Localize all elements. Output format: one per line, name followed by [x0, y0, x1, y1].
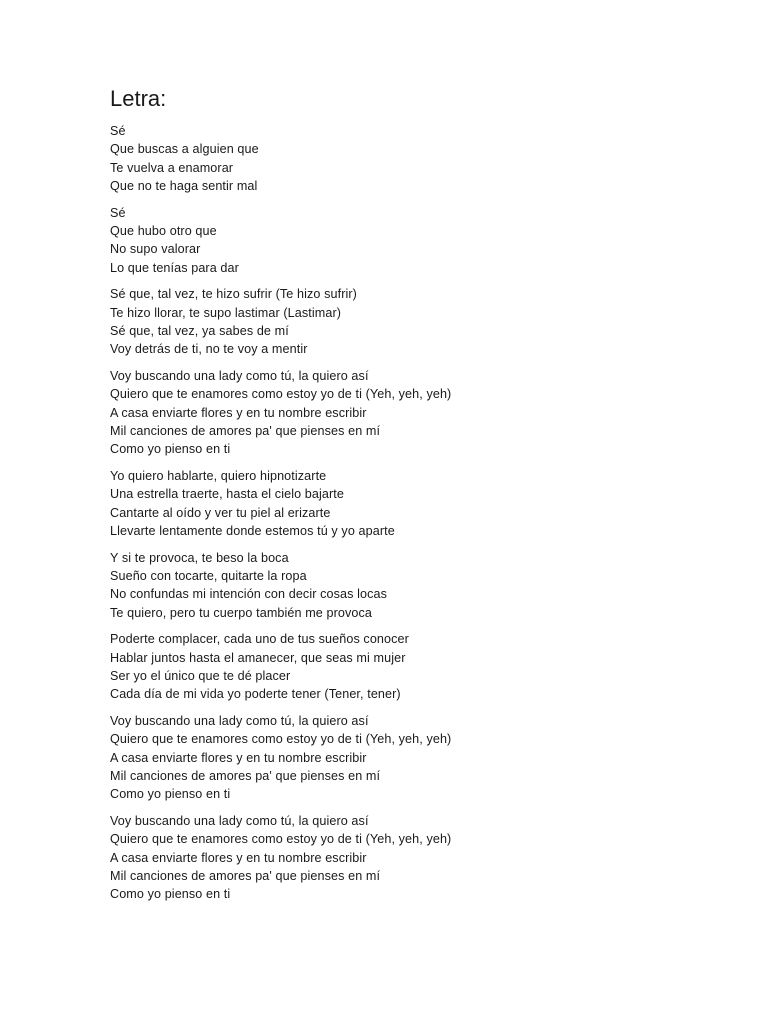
lyrics-heading: Letra: [110, 86, 167, 111]
lyrics-line: Voy buscando una lady como tú, la quiero así [110, 714, 369, 729]
lyrics-stanza [110, 467, 730, 540]
lyrics-stanza [110, 549, 730, 622]
lyrics-line: Que buscas a alguien que [110, 142, 259, 157]
lyrics-line: Cantarte al oído y ver tu piel al erizarte [110, 505, 331, 520]
lyrics-line: Sé [110, 124, 126, 138]
lyrics-line: Ser yo el único que te dé placer [110, 669, 291, 684]
lyrics-line: Cada día de mi vida yo poderte tener (Tener, tener) [110, 687, 401, 702]
lyrics-stanza [110, 204, 730, 277]
lyrics-line: Te hizo llorar, te supo lastimar (Lastimar) [110, 305, 342, 320]
lyrics-line: Mil canciones de amores pa' que pienses en mí [110, 769, 381, 783]
lyrics-stanza [110, 630, 730, 703]
lyrics-line: Que hubo otro que [110, 223, 217, 238]
document-page [110, 86, 730, 912]
lyrics-body [110, 122, 730, 904]
lyrics-line: Lo que tenías para dar [110, 260, 239, 275]
lyrics-stanza [110, 712, 730, 803]
lyrics-line: A casa enviarte flores y en tu nombre escribir [110, 405, 367, 420]
lyrics-stanza [110, 367, 730, 458]
lyrics-line: Poderte complacer, cada uno de tus sueños conocer [110, 632, 409, 647]
lyrics-line: Mil canciones de amores pa' que pienses en mí [110, 423, 381, 438]
lyrics-line: Sé [110, 205, 126, 220]
lyrics-line: Te quiero, pero tu cuerpo también me provoca [110, 605, 373, 620]
lyrics-line: A casa enviarte flores y en tu nombre escribir [110, 750, 367, 765]
lyrics-line: Que no te haga sentir mal [110, 178, 258, 193]
lyrics-stanza [110, 285, 730, 358]
lyrics-line: Voy buscando una lady como tú, la quiero así [110, 814, 369, 829]
lyrics-line: No confundas mi intención con decir cosas locas [110, 587, 388, 602]
lyrics-line: Llevarte lentamente donde estemos tú y yo aparte [110, 523, 395, 538]
lyrics-stanza [110, 812, 730, 903]
lyrics-line: Y si te provoca, te beso la boca [110, 550, 289, 565]
lyrics-line: Sé que, tal vez, te hizo sufrir (Te hizo sufrir) [110, 287, 357, 302]
lyrics-line: No supo valorar [110, 242, 201, 257]
lyrics-line: Sé que, tal vez, ya sabes de mí [110, 323, 289, 338]
lyrics-line: Te vuelva a enamorar [110, 160, 234, 175]
lyrics-line: Una estrella traerte, hasta el cielo bajarte [110, 487, 345, 502]
lyrics-line: Sueño con tocarte, quitarte la ropa [110, 569, 307, 584]
lyrics-line: Hablar juntos hasta el amanecer, que seas mi mujer [110, 650, 406, 665]
lyrics-line: Yo quiero hablarte, quiero hipnotizarte [110, 469, 327, 484]
lyrics-line: Mil canciones de amores pa' que pienses en mí [110, 868, 381, 883]
lyrics-line: Como yo pienso en ti [110, 442, 231, 457]
lyrics-line: Voy detrás de ti, no te voy a mentir [110, 342, 308, 357]
lyrics-stanza [110, 122, 730, 195]
lyrics-line: Quiero que te enamores como estoy yo de ti (Yeh, yeh, yeh) [110, 832, 452, 847]
lyrics-line: Quiero que te enamores como estoy yo de ti (Yeh, yeh, yeh) [110, 732, 452, 747]
lyrics-line: Como yo pienso en ti [110, 887, 231, 902]
lyrics-line: Voy buscando una lady como tú, la quiero así [110, 369, 369, 384]
lyrics-line: A casa enviarte flores y en tu nombre escribir [110, 850, 367, 865]
lyrics-line: Como yo pienso en ti [110, 787, 231, 802]
lyrics-line: Quiero que te enamores como estoy yo de ti (Yeh, yeh, yeh) [110, 387, 452, 402]
